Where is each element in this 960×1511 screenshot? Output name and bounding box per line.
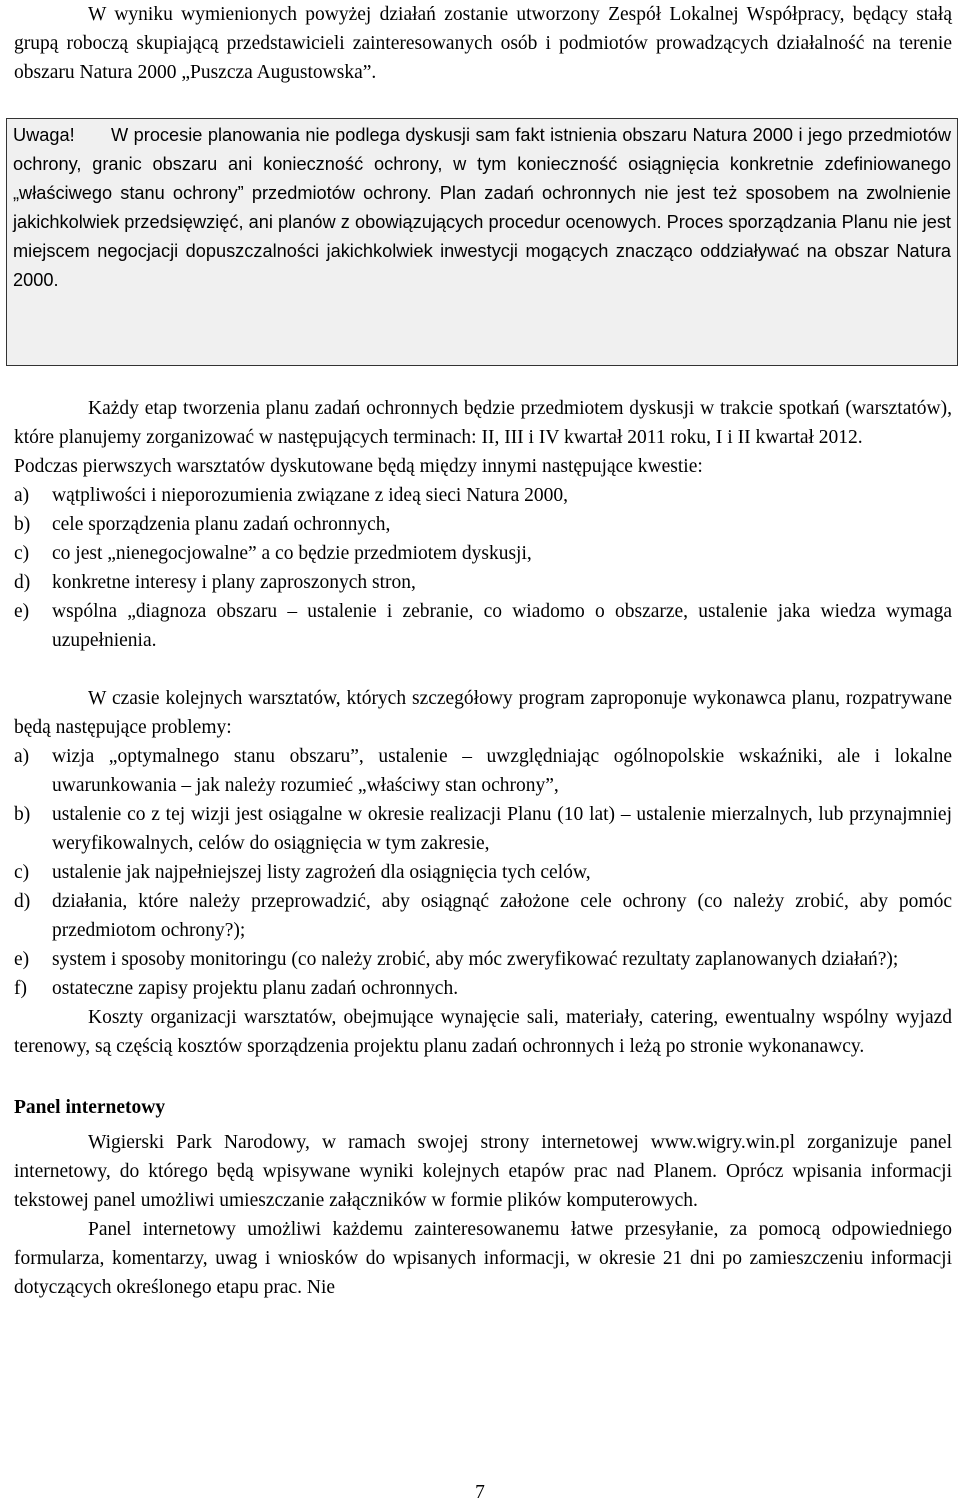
- list-item: [14, 887, 952, 945]
- list-item-text: cele sporządzenia planu zadań ochronnych,: [52, 514, 391, 535]
- first-workshop-intro: Podczas pierwszych warsztatów dyskutowane będą między innymi następujące kwestie:: [14, 456, 703, 477]
- list-item: [14, 597, 952, 655]
- list-item-text: system i sposoby monitoringu (co należy zrobić, aby móc zweryfikować rezultaty zaplanowanych działań?);: [52, 949, 899, 970]
- list-item-text: ustalenie co z tej wizji jest osiągalne w okresie realizacji Planu (10 lat) – ustalenie mierzalnych, lub przynajmniej weryfikowalnych, celów do osiągnięcia w tym zakresie,: [52, 804, 952, 854]
- costs-paragraph: Koszty organizacji warsztatów, obejmujące wynajęcie sali, materiały, catering, ewentualny wspólny wyjazd terenowy, są częścią kosztów sporządzenia projektu planu zadań ochronnych i leżą po stronie wykonanawcy.: [14, 1007, 952, 1057]
- page-number: 7: [475, 1482, 485, 1503]
- list-marker: d): [14, 891, 31, 912]
- note-text: W procesie planowania nie podlega dyskusji sam fakt istnienia obszaru Natura 2000 i jego przedmiotów ochrony, granic obszaru ani konieczność ochrony, w tym konieczność osiągnięcia konkretnie zdefiniowanego „właściwego stanu ochrony” przedmiotów ochrony. Plan zadań ochronnych nie jest też sposobem na zwolnienie jakichkolwiek przedsięwzięć, ani planów z obowiązujących procedur ocenowych. Proces sporządzania Planu nie jest miejscem negocjacji dopuszczalności jakichkolwiek inwestycji mogących znacząco oddziaływać na obszar Natura 2000.: [13, 125, 951, 290]
- list-item: [14, 945, 952, 974]
- document-page: [14, 0, 952, 1302]
- list-marker: b): [14, 514, 31, 535]
- list-item: [14, 858, 952, 887]
- next-workshop-intro: W czasie kolejnych warsztatów, których szczegółowy program zaproponuje wykonawca planu, rozpatrywane będą następujące problemy:: [14, 688, 952, 738]
- note-box: [6, 118, 958, 366]
- list-item-text: wspólna „diagnoza obszaru – ustalenie i zebranie, co wiadomo o obszarze, ustalenie jaka wiedza wymaga uzupełnienia.: [52, 601, 952, 651]
- panel-heading: Panel internetowy: [14, 1097, 166, 1118]
- list-item-text: wątpliwości i nieporozumienia związane z ideą sieci Natura 2000,: [52, 485, 569, 506]
- list-marker: b): [14, 804, 31, 825]
- list-item: [14, 568, 952, 597]
- list-item: [14, 800, 952, 858]
- list-item-text: ostateczne zapisy projektu planu zadań ochronnych.: [52, 978, 459, 999]
- list-marker: c): [14, 862, 30, 883]
- list-item: [14, 974, 952, 1003]
- list-item-text: ustalenie jak najpełniejszej listy zagrożeń dla osiągnięcia tych celów,: [52, 862, 591, 883]
- list-item: [14, 481, 952, 510]
- list-item-text: działania, które należy przeprowadzić, aby osiągnąć założone cele ochrony (co należy zrobić, aby pomóc przedmiotom ochrony?);: [52, 891, 952, 941]
- list-item: [14, 510, 952, 539]
- list-item: [14, 539, 952, 568]
- list-item: [14, 742, 952, 800]
- list-item-text: konkretne interesy i plany zaproszonych stron,: [52, 572, 416, 593]
- list-marker: a): [14, 746, 30, 767]
- list-marker: c): [14, 543, 30, 564]
- panel-paragraph-1: Wigierski Park Narodowy, w ramach swojej strony internetowej www.wigry.win.pl zorganizuje panel internetowy, do którego będą wpisywane wyniki kolejnych etapów prac nad Planem. Oprócz wpisania informacji tekstowej panel umożliwi umieszczanie załączników w formie plików komputerowych.: [14, 1132, 952, 1211]
- list-marker: e): [14, 601, 30, 622]
- list-item-text: wizja „optymalnego stanu obszaru”, ustalenie – uwzględniając ogólnopolskie wskaźniki, ale i lokalne uwarunkowania – jak należy rozumieć „właściwy stan ochrony”,: [52, 746, 952, 796]
- first-workshop-list: [14, 481, 952, 655]
- note-content: Uwaga! W procesie planowania nie podlega dyskusji sam fakt istnienia obszaru Natura 2000 i jego przedmiotów ochrony, granic obszaru ani konieczność ochrony, w tym konieczność osiągnięcia konkretnie zdefiniowanego „właściwego stanu ochrony” przedmiotów ochrony. Plan zadań ochronnych nie jest też sposobem na zwolnienie jakichkolwiek przedsięwzięć, ani planów z obowiązujących procedur ocenowych. Proces sporządzania Planu nie jest miejscem negocjacji dopuszczalności jakichkolwiek inwestycji mogących znacząco oddziaływać na obszar Natura 2000.: [13, 121, 951, 295]
- next-workshop-list: [14, 742, 952, 1003]
- panel-paragraph-2: Panel internetowy umożliwi każdemu zainteresowanemu łatwe przesyłanie, za pomocą odpowiedniego formularza, komentarzy, uwag i wniosków do wpisanych informacji, w okresie 21 dni po zamieszczeniu informacji dotyczących określonego etapu prac. Nie: [14, 1219, 952, 1298]
- list-marker: a): [14, 485, 30, 506]
- stages-paragraph: Każdy etap tworzenia planu zadań ochronnych będzie przedmiotem dyskusji w trakcie spotkań (warsztatów), które planujemy zorganizować w następujących terminach: II, III i IV kwartał 2011 roku, I i II kwartał 2012.: [14, 398, 952, 448]
- intro-paragraph: W wyniku wymienionych powyżej działań zostanie utworzony Zespół Lokalnej Współpracy, będący stałą grupą roboczą skupiającą przedstawicieli zainteresowanych osób i podmiotów prowadzących działalność na terenie obszaru Natura 2000 „Puszcza Augustowska”.: [14, 4, 952, 83]
- list-marker: e): [14, 949, 30, 970]
- list-marker: f): [14, 978, 27, 999]
- list-item-text: co jest „nienegocjowalne” a co będzie przedmiotem dyskusji,: [52, 543, 532, 564]
- list-marker: d): [14, 572, 31, 593]
